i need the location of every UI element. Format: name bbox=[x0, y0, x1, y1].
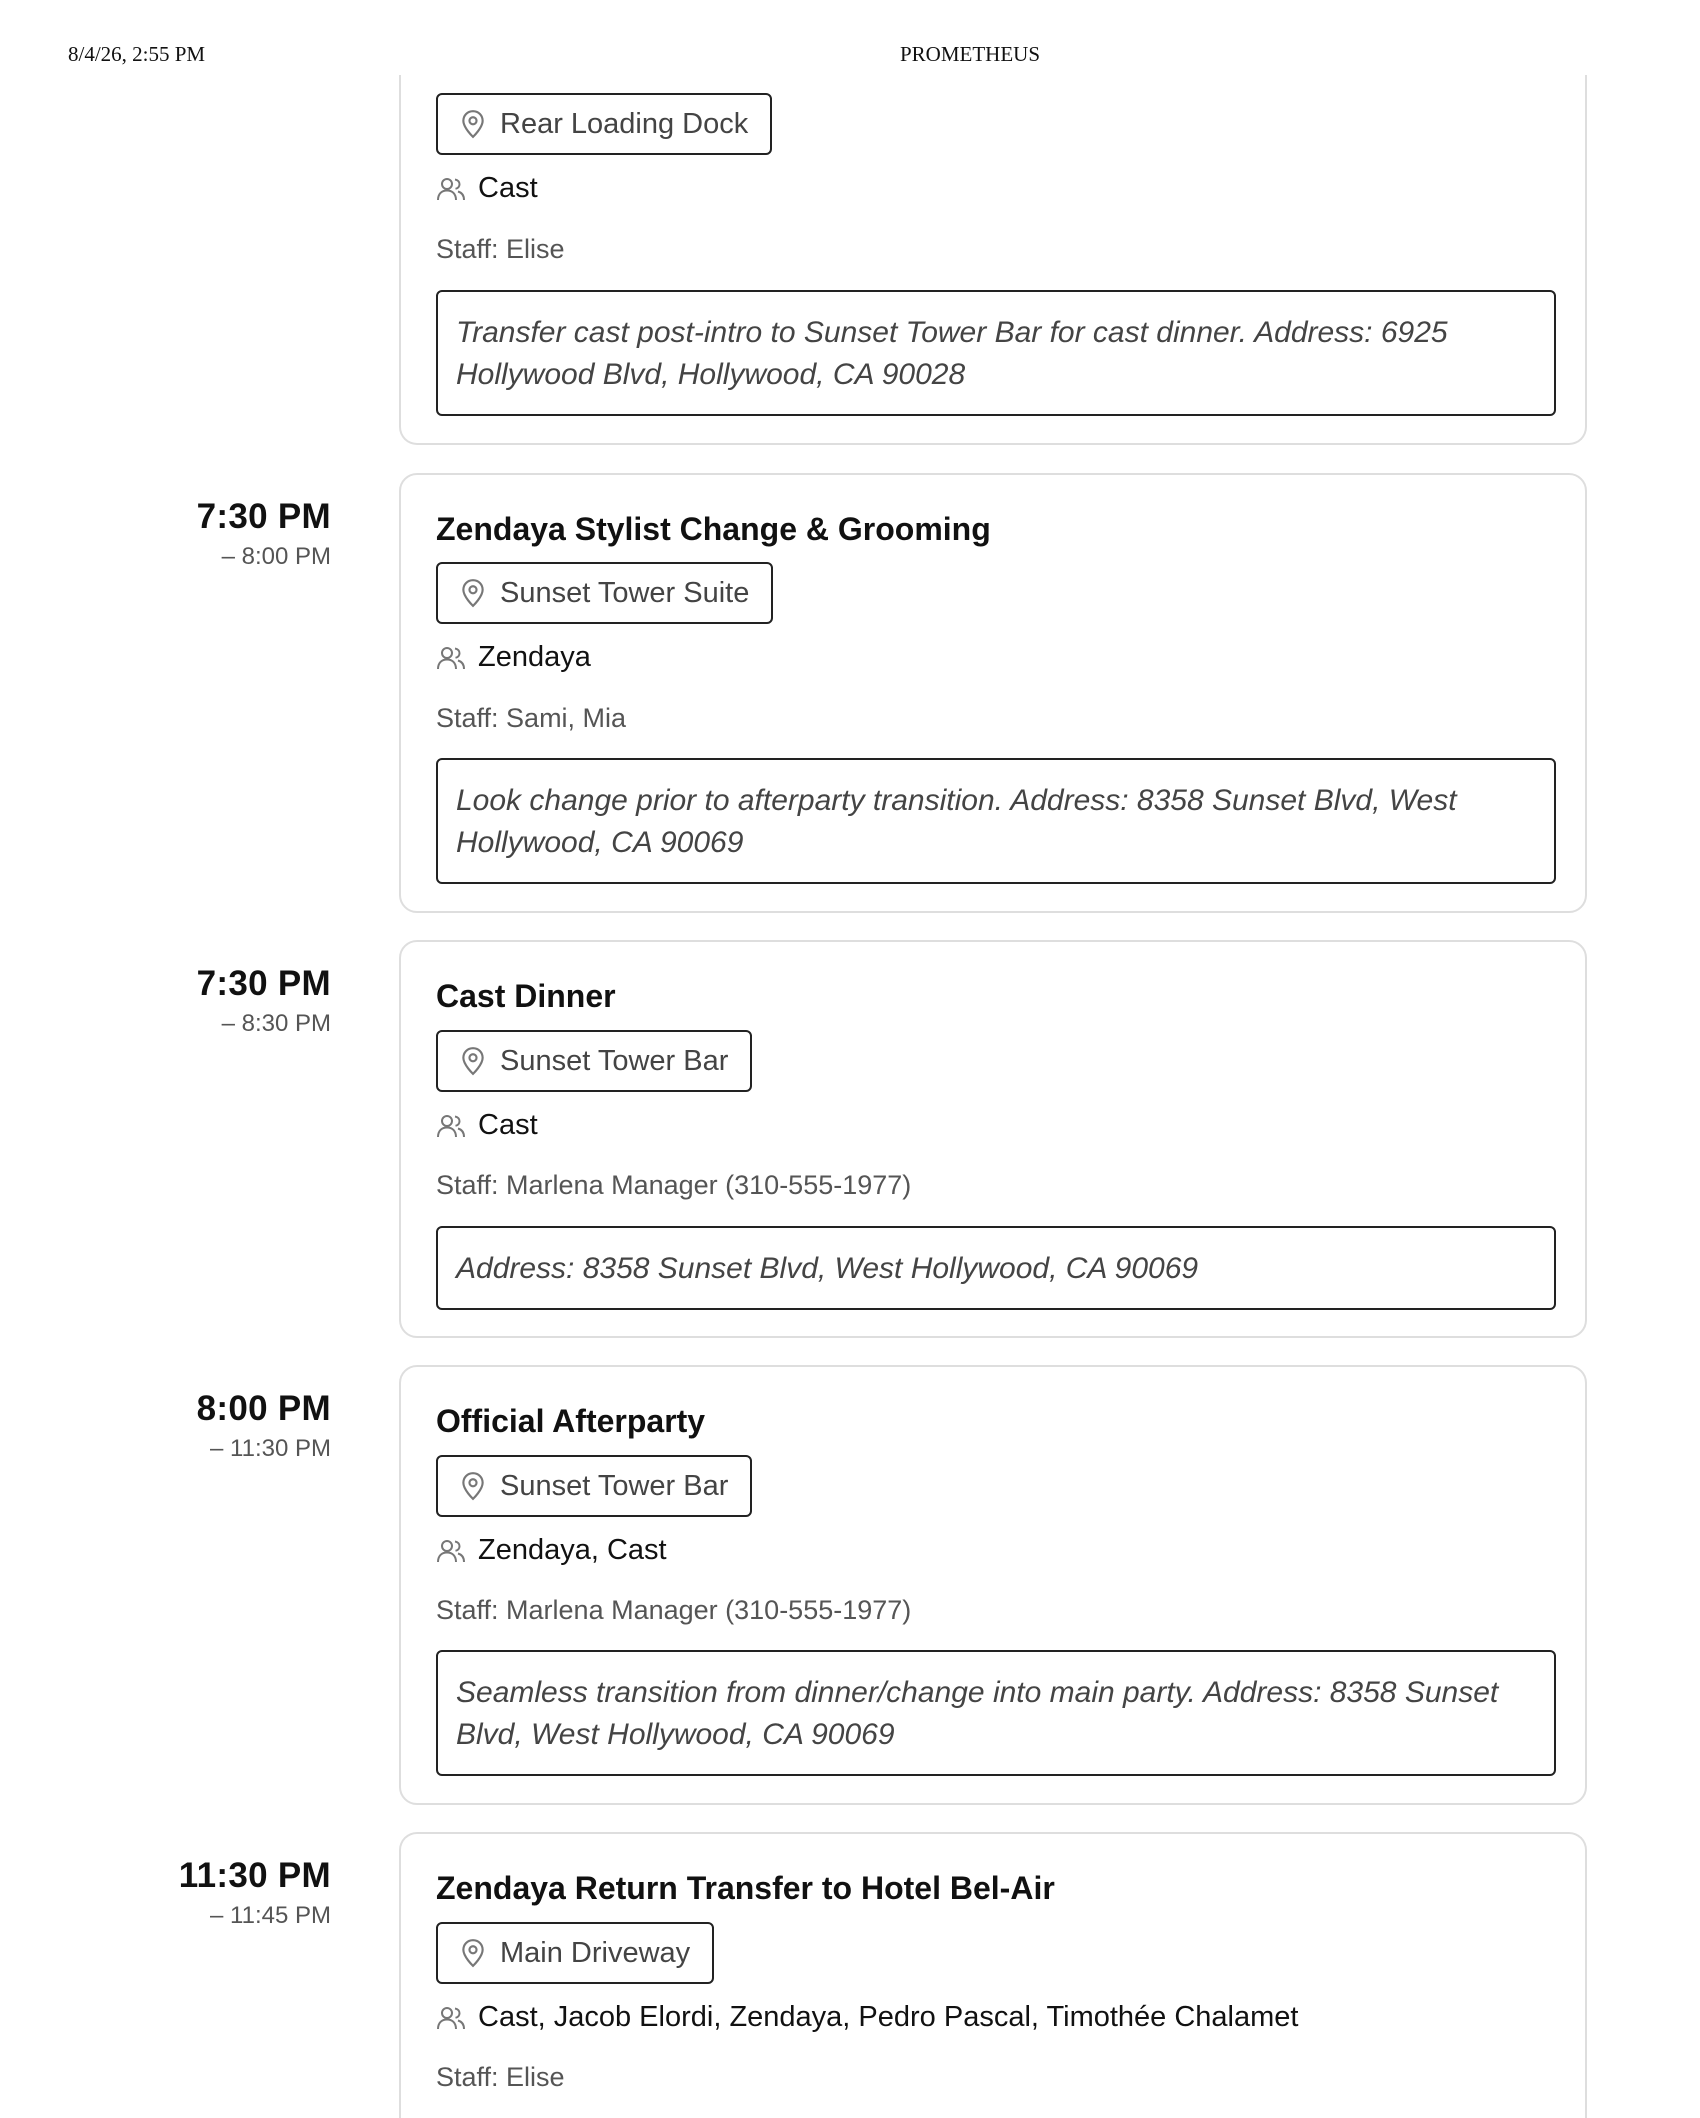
event-card[interactable] bbox=[399, 940, 1587, 1338]
location-label: Sunset Tower Bar bbox=[500, 1469, 729, 1502]
users-icon bbox=[436, 1113, 466, 1139]
map-pin-icon bbox=[460, 109, 486, 139]
people-row bbox=[436, 2001, 1298, 2034]
time-column bbox=[0, 1856, 331, 1930]
print-header bbox=[0, 40, 1700, 70]
time-column bbox=[0, 1389, 331, 1463]
map-pin-icon bbox=[460, 578, 486, 608]
time-column bbox=[0, 964, 331, 1038]
location-label: Rear Loading Dock bbox=[500, 107, 749, 140]
location-label: Sunset Tower Suite bbox=[500, 576, 750, 609]
print-title: PROMETHEUS bbox=[900, 42, 1041, 66]
people-label: Zendaya bbox=[478, 641, 591, 673]
location-label: Main Driveway bbox=[500, 1936, 691, 1969]
event-title: Zendaya Stylist Change & Grooming bbox=[436, 511, 991, 547]
event-card[interactable] bbox=[399, 1365, 1587, 1805]
staff-label: Staff: Elise bbox=[436, 234, 565, 264]
time-end: – 11:30 PM bbox=[210, 1435, 331, 1462]
users-icon bbox=[436, 176, 466, 202]
time-column bbox=[0, 497, 331, 571]
people-label: Cast bbox=[478, 1109, 538, 1141]
event-card[interactable] bbox=[399, 473, 1587, 913]
location-chip bbox=[436, 93, 772, 155]
people-label: Cast bbox=[478, 172, 538, 204]
time-end: – 8:30 PM bbox=[221, 1010, 331, 1037]
event-card[interactable] bbox=[399, 75, 1587, 445]
location-chip bbox=[436, 1455, 752, 1517]
users-icon bbox=[436, 645, 466, 671]
users-icon bbox=[436, 1538, 466, 1564]
location-chip bbox=[436, 562, 773, 624]
map-pin-icon bbox=[460, 1471, 486, 1501]
event-note: Seamless transition from dinner/change into main party. Address: 8358 Sunset Blvd, West Hollywood, CA 90069 bbox=[436, 1650, 1556, 1776]
people-label: Cast, Jacob Elordi, Zendaya, Pedro Pascal, Timothée Chalamet bbox=[478, 2001, 1299, 2033]
people-label: Zendaya, Cast bbox=[478, 1534, 667, 1566]
event-card[interactable] bbox=[399, 1832, 1587, 2118]
time-start: 8:00 PM bbox=[196, 1389, 331, 1428]
users-icon bbox=[436, 2005, 466, 2031]
staff-label: Staff: Marlena Manager (310-555-1977) bbox=[436, 1170, 912, 1200]
print-date: 8/4/26, 2:55 PM bbox=[68, 42, 206, 66]
event-title: Zendaya Return Transfer to Hotel Bel-Air bbox=[436, 1870, 1055, 1906]
event-title: Cast Dinner bbox=[436, 978, 616, 1014]
time-start: 7:30 PM bbox=[196, 964, 331, 1003]
people-row bbox=[436, 172, 538, 205]
staff-label: Staff: Sami, Mia bbox=[436, 703, 627, 733]
time-start: 7:30 PM bbox=[196, 497, 331, 536]
location-chip bbox=[436, 1030, 752, 1092]
staff-label: Staff: Elise bbox=[436, 2062, 565, 2092]
staff-label: Staff: Marlena Manager (310-555-1977) bbox=[436, 1595, 912, 1625]
location-chip bbox=[436, 1922, 714, 1984]
event-note: Look change prior to afterparty transition. Address: 8358 Sunset Blvd, West Hollywood, CA 90069 bbox=[436, 758, 1556, 884]
event-title: Official Afterparty bbox=[436, 1403, 706, 1439]
time-end: – 8:00 PM bbox=[221, 543, 331, 570]
event-note: Transfer cast post-intro to Sunset Tower Bar for cast dinner. Address: 6925 Hollywood Blvd, Hollywood, CA 90028 bbox=[436, 290, 1556, 416]
location-label: Sunset Tower Bar bbox=[500, 1044, 729, 1077]
map-pin-icon bbox=[460, 1938, 486, 1968]
map-pin-icon bbox=[460, 1046, 486, 1076]
event-note: Address: 8358 Sunset Blvd, West Hollywood, CA 90069 bbox=[436, 1226, 1556, 1310]
people-row bbox=[436, 1534, 667, 1567]
people-row bbox=[436, 1109, 538, 1142]
people-row bbox=[436, 641, 591, 674]
time-start: 11:30 PM bbox=[178, 1856, 331, 1895]
time-end: – 11:45 PM bbox=[210, 1902, 331, 1929]
